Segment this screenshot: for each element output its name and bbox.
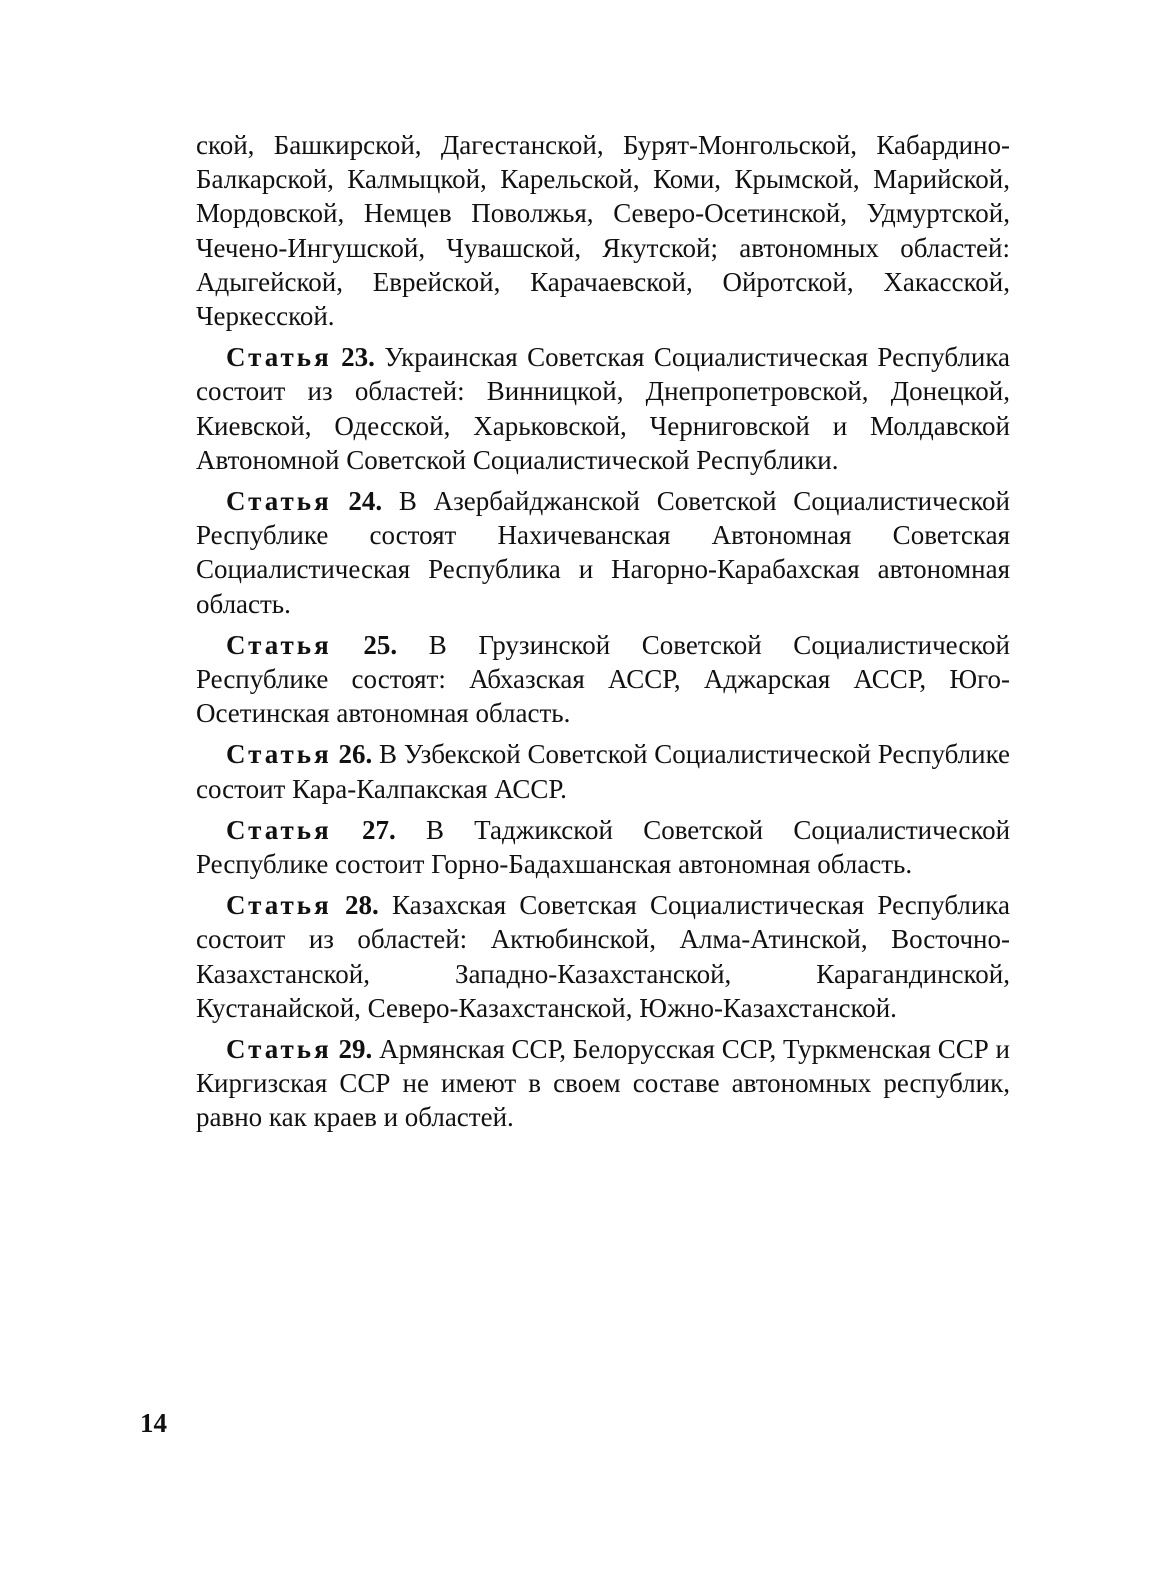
article-number: 29. (338, 1034, 373, 1065)
article-text: В Таджикской Советской Социалистической Республике состоит Горно-Бадахшанская автономная область. (196, 814, 1011, 880)
article-label: Статья (226, 342, 332, 373)
article-25 (196, 628, 1010, 731)
article-label: Статья (226, 739, 332, 770)
article-26 (196, 737, 1010, 805)
article-number: 23. (341, 342, 375, 373)
article-number: 28. (344, 890, 379, 921)
continuation-paragraph: ской, Башкирской, Дагестанской, Бурят-Монгольской, Кабардино-Балкарской, Калмыцкой, Карельской, Коми, Крымской, Марийской, Мордовской, Немцев Поволжья, Северо-Осетинской, Удмуртской, Чечено-Ингушской, Чувашской, Якутской; автономных областей: Адыгейской, Еврейской, Карачаевской, Ойротской, Хакасской, Черкесской. (196, 130, 1010, 332)
article-text: В Грузинской Советской Социалистической Республике состоят: Абхазская АССР, Аджарская АССР, Юго-Осетинская автономная область. (196, 629, 1011, 729)
article-label: Статья (226, 629, 332, 660)
article-text: Украинская Советская Социалистическая Республика состоит из областей: Винницкой, Днепропетровской, Донецкой, Киевской, Одесской, Харьковской, Черниговской и Молдавской Автономной Советской Социалистической Республики. (196, 342, 1011, 475)
article-text: Армянская ССР, Белорусская ССР, Туркменская ССР и Киргизская ССР не имеют в своем составе автономных республик, равно как краев и областей. (196, 1034, 1011, 1133)
article-label: Статья (226, 890, 332, 921)
article-28 (196, 888, 1010, 1025)
article-number: 26. (338, 739, 373, 770)
article-label: Статья (226, 814, 332, 845)
article-label: Статья (226, 486, 332, 517)
page-number: 14 (140, 1408, 167, 1438)
article-number: 25. (363, 629, 398, 660)
article-text: В Азербайджанской Советской Социалистической Республике состоят Нахичеванская Автономная Советская Социалистическая Республика и Нагорно-Карабахская автономная область. (196, 486, 1011, 619)
article-27 (196, 813, 1010, 881)
article-text: В Узбекской Советской Социалистической Республике состоит Кара-Калпакская АССР. (196, 739, 1011, 804)
article-23 (196, 340, 1010, 477)
article-24 (196, 484, 1010, 621)
page-text-block (196, 128, 1010, 1142)
article-29 (196, 1032, 1010, 1135)
article-number: 27. (361, 814, 396, 845)
article-label: Статья (226, 1034, 332, 1065)
article-number: 24. (348, 486, 383, 517)
article-text: Казахская Советская Социалистическая Республика состоит из областей: Актюбинской, Алма-Атинской, Восточно-Казахстанской, Западно-Казахстанской, Карагандинской, Кустанайской, Северо-Казахстанской, Южно-Казахстанской. (196, 890, 1011, 1023)
